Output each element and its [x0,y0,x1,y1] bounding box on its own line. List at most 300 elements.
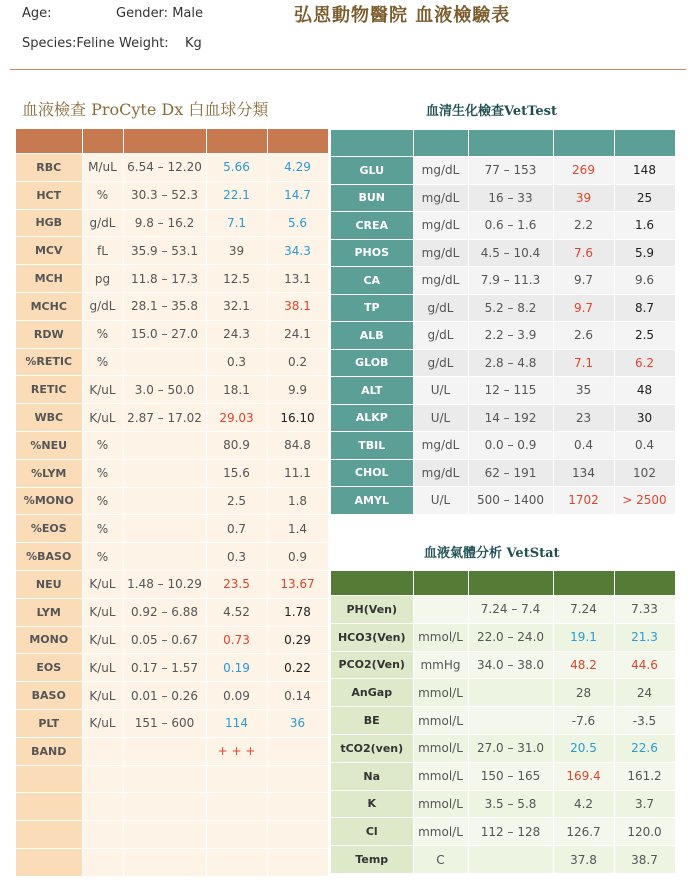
cbc-unit: pg [82,265,123,293]
chem-result-2: 102 [614,459,675,487]
gas-test-name: K [331,790,413,818]
cbc-result-2: 1.78 [267,598,328,626]
cbc-test-name: PLT [16,709,82,737]
cbc-result-2: 13.1 [267,265,328,293]
chem-result-2: 25 [614,184,675,212]
cbc-unit: % [82,459,123,487]
chem-unit: mg/dL [413,432,468,460]
chem-test-name: TP [331,294,413,322]
chem-reference-range: 500 – 1400 [468,487,553,515]
chem-row [331,267,675,295]
gas-result-2: 22.6 [614,734,675,762]
chem-result-2: 48 [614,377,675,405]
cbc-unit: g/dL [82,292,123,320]
cbc-result-1: 80.9 [206,431,267,459]
cbc-reference-range: 35.9 – 53.1 [123,237,206,265]
gender-label: Gender: Male [116,6,203,21]
gas-result-1: 37.8 [553,846,614,874]
cbc-reference-range: 151 – 600 [123,709,206,737]
cbc-result-2: 84.8 [267,431,328,459]
chem-result-1: 7.1 [553,349,614,377]
cbc-result-2: 0.22 [267,654,328,682]
cbc-result-1: 0.3 [206,543,267,571]
cbc-result-2: 0.29 [267,626,328,654]
chem-unit: U/L [413,404,468,432]
cbc-unit [82,793,123,821]
cbc-reference-range [123,765,206,793]
chem-test-name: ALT [331,377,413,405]
gas-reference-range: 3.5 – 5.8 [468,790,553,818]
age-label: Age: [22,6,52,21]
chem-test-name: CA [331,267,413,295]
cbc-unit: K/uL [82,570,123,598]
chem-test-name: ALKP [331,404,413,432]
gas-unit: mmol/L [413,790,468,818]
gas-result-2: 24 [614,679,675,707]
cbc-unit: K/uL [82,682,123,710]
chem-result-1: 35 [553,377,614,405]
chem-result-2: 5.9 [614,239,675,267]
cbc-row [16,543,328,571]
chem-row [331,157,675,185]
cbc-result-1: 0.19 [206,654,267,682]
gas-test-name: Temp [331,846,413,874]
cbc-unit: % [82,181,123,209]
chem-result-1: 134 [553,459,614,487]
page-title: 弘恩動物醫院 血液檢驗表 [294,5,511,26]
cbc-result-1: 0.73 [206,626,267,654]
cbc-result-1 [206,848,267,876]
gas-header-cell [331,571,413,596]
chem-row [331,322,675,350]
chem-result-1: 0.4 [553,432,614,460]
cbc-test-name: %LYM [16,459,82,487]
chem-reference-range: 2.2 – 3.9 [468,322,553,350]
cbc-test-name [16,793,82,821]
chem-unit: g/dL [413,294,468,322]
gas-reference-range: 34.0 – 38.0 [468,651,553,679]
cbc-reference-range [123,848,206,876]
cbc-test-name: %MONO [16,487,82,515]
chem-row [331,294,675,322]
cbc-test-name: %RETIC [16,348,82,376]
gas-row [331,707,675,735]
cbc-row [16,348,328,376]
cbc-result-2: 24.1 [267,320,328,348]
cbc-unit [82,848,123,876]
cbc-row [16,682,328,710]
cbc-reference-range [123,821,206,849]
chem-result-1: 2.2 [553,212,614,240]
gas-header-row [331,571,675,596]
cbc-result-1: 0.7 [206,515,267,543]
cbc-reference-range [123,348,206,376]
gas-result-2: 3.7 [614,790,675,818]
cbc-reference-range: 30.3 – 52.3 [123,181,206,209]
cbc-reference-range [123,515,206,543]
chem-result-1: 39 [553,184,614,212]
chem-unit: mg/dL [413,157,468,185]
cbc-row [16,821,328,849]
chem-result-2: 30 [614,404,675,432]
chem-test-name: TBIL [331,432,413,460]
cbc-reference-range: 6.54 – 12.20 [123,154,206,182]
chem-result-1: 9.7 [553,267,614,295]
chem-result-1: 2.6 [553,322,614,350]
cbc-row [16,626,328,654]
cbc-result-2: 0.2 [267,348,328,376]
gas-test-name: Cl [331,818,413,846]
gas-row [331,623,675,651]
cbc-result-1: 32.1 [206,292,267,320]
cbc-unit: % [82,431,123,459]
cbc-unit: K/uL [82,404,123,432]
chem-unit: mg/dL [413,267,468,295]
cbc-result-2: 16.10 [267,404,328,432]
cbc-result-1 [206,821,267,849]
gas-reference-range [468,707,553,735]
cbc-test-name: BAND [16,737,82,765]
chem-unit: mg/dL [413,184,468,212]
gas-reference-range: 22.0 – 24.0 [468,623,553,651]
cbc-row [16,765,328,793]
gas-result-1: 19.1 [553,623,614,651]
cbc-reference-range [123,793,206,821]
cbc-unit: % [82,543,123,571]
cbc-unit: % [82,515,123,543]
cbc-unit [82,821,123,849]
gas-reference-range [468,679,553,707]
cbc-test-name [16,848,82,876]
cbc-result-2: 1.8 [267,487,328,515]
cbc-result-2: 9.9 [267,376,328,404]
cbc-result-1: 5.66 [206,154,267,182]
cbc-result-2 [267,848,328,876]
cbc-reference-range: 11.8 – 17.3 [123,265,206,293]
gas-result-2: 44.6 [614,651,675,679]
cbc-row [16,848,328,876]
chem-header-cell [413,130,468,157]
cbc-test-name: BASO [16,682,82,710]
cbc-row [16,265,328,293]
chem-unit: g/dL [413,349,468,377]
cbc-row [16,570,328,598]
cbc-reference-range [123,737,206,765]
cbc-header-cell [16,129,82,154]
cbc-result-2: 0.14 [267,682,328,710]
cbc-test-name [16,821,82,849]
gas-unit: mmHg [413,651,468,679]
gas-row [331,818,675,846]
cbc-test-name: HGB [16,209,82,237]
cbc-row [16,709,328,737]
gas-result-1: 126.7 [553,818,614,846]
chem-reference-range: 0.0 – 0.9 [468,432,553,460]
cbc-header-cell [267,129,328,154]
cbc-result-1: 23.5 [206,570,267,598]
cbc-unit: % [82,487,123,515]
cbc-header-row [16,129,328,154]
gas-result-1: 4.2 [553,790,614,818]
cbc-result-1: 12.5 [206,265,267,293]
chem-result-2: 1.6 [614,212,675,240]
chem-test-name: ALB [331,322,413,350]
cbc-result-1: 0.09 [206,682,267,710]
cbc-result-1 [206,765,267,793]
cbc-result-2 [267,793,328,821]
gas-unit: mmol/L [413,679,468,707]
weight-label: Weight: [119,36,169,51]
chem-reference-range: 12 – 115 [468,377,553,405]
header-divider [10,69,686,70]
chem-reference-range: 2.8 – 4.8 [468,349,553,377]
cbc-row [16,292,328,320]
gas-unit: mmol/L [413,707,468,735]
chem-reference-range: 77 – 153 [468,157,553,185]
chem-row [331,212,675,240]
cbc-result-2 [267,821,328,849]
chem-header-cell [331,130,413,157]
cbc-test-name: %EOS [16,515,82,543]
gas-unit: mmol/L [413,762,468,790]
gas-test-name: HCO3(Ven) [331,623,413,651]
cbc-unit: M/uL [82,154,123,182]
cbc-unit: fL [82,237,123,265]
cbc-unit: g/dL [82,209,123,237]
gas-header-cell [413,571,468,596]
cbc-unit: % [82,348,123,376]
cbc-test-name: RBC [16,154,82,182]
cbc-row [16,737,328,765]
gas-test-name: AnGap [331,679,413,707]
gas-reference-range [468,846,553,874]
gas-row [331,596,675,624]
cbc-row [16,515,328,543]
gas-result-1: 20.5 [553,734,614,762]
chem-row [331,239,675,267]
cbc-result-1: 7.1 [206,209,267,237]
chem-result-1: 23 [553,404,614,432]
chem-row [331,377,675,405]
chem-unit: U/L [413,487,468,515]
gas-reference-range: 112 – 128 [468,818,553,846]
cbc-reference-range: 1.48 – 10.29 [123,570,206,598]
cbc-unit: K/uL [82,654,123,682]
cbc-result-1: 2.5 [206,487,267,515]
gas-result-2: 120.0 [614,818,675,846]
cbc-reference-range: 9.8 – 16.2 [123,209,206,237]
cbc-reference-range: 0.01 – 0.26 [123,682,206,710]
chem-row [331,459,675,487]
chem-result-1: 1702 [553,487,614,515]
chem-result-1: 9.7 [553,294,614,322]
cbc-result-1: 114 [206,709,267,737]
cbc-section-title: 血液檢查 ProCyte Dx 白血球分類 [22,100,269,119]
gas-header-cell [468,571,553,596]
blood-gas-table [331,571,676,874]
species-label: Species:Feline [22,36,115,51]
gas-result-2: -3.5 [614,707,675,735]
cbc-result-1: 22.1 [206,181,267,209]
cbc-reference-range [123,459,206,487]
cbc-result-2 [267,765,328,793]
cbc-header-cell [123,129,206,154]
cbc-reference-range: 28.1 – 35.8 [123,292,206,320]
gas-test-name: BE [331,707,413,735]
cbc-unit: K/uL [82,709,123,737]
chem-reference-range: 4.5 – 10.4 [468,239,553,267]
cbc-reference-range: 3.0 – 50.0 [123,376,206,404]
cbc-unit: K/uL [82,376,123,404]
gas-unit: mmol/L [413,734,468,762]
gas-result-2: 7.33 [614,596,675,624]
chem-result-2: 8.7 [614,294,675,322]
chem-header-cell [553,130,614,157]
weight-unit: Kg [185,36,202,51]
cbc-row [16,237,328,265]
cbc-result-2: 5.6 [267,209,328,237]
gas-test-name: PCO2(Ven) [331,651,413,679]
cbc-row [16,487,328,515]
cbc-result-1: + + + [206,737,267,765]
cbc-test-name: MCHC [16,292,82,320]
cbc-test-name: MONO [16,626,82,654]
gas-row [331,790,675,818]
gas-row [331,846,675,874]
chem-result-2: > 2500 [614,487,675,515]
gas-header-cell [614,571,675,596]
gas-row [331,762,675,790]
cbc-row [16,459,328,487]
chem-test-name: CREA [331,212,413,240]
chem-row [331,184,675,212]
cbc-result-1: 39 [206,237,267,265]
chem-result-2: 6.2 [614,349,675,377]
cbc-row [16,793,328,821]
cbc-result-2: 13.67 [267,570,328,598]
chem-header-row [331,130,675,157]
chem-result-1: 269 [553,157,614,185]
chem-unit: mg/dL [413,212,468,240]
cbc-test-name: %BASO [16,543,82,571]
cbc-result-2: 38.1 [267,292,328,320]
cbc-result-2: 0.9 [267,543,328,571]
cbc-row [16,181,328,209]
cbc-test-name: HCT [16,181,82,209]
cbc-unit: % [82,320,123,348]
cbc-test-name: NEU [16,570,82,598]
gas-header-cell [553,571,614,596]
chem-reference-range: 14 – 192 [468,404,553,432]
chemistry-table [331,130,676,515]
chem-section-title: 血清生化檢查VetTest [426,104,557,119]
cbc-result-2: 11.1 [267,459,328,487]
cbc-row [16,320,328,348]
cbc-table [16,129,329,877]
cbc-reference-range [123,543,206,571]
cbc-unit [82,765,123,793]
cbc-row [16,598,328,626]
cbc-test-name: RETIC [16,376,82,404]
cbc-reference-range: 0.92 – 6.88 [123,598,206,626]
cbc-row [16,209,328,237]
chem-result-2: 148 [614,157,675,185]
cbc-test-name: MCH [16,265,82,293]
cbc-result-2 [267,737,328,765]
chem-unit: mg/dL [413,459,468,487]
gas-result-2: 38.7 [614,846,675,874]
cbc-unit: K/uL [82,626,123,654]
cbc-test-name [16,765,82,793]
chem-unit: g/dL [413,322,468,350]
gas-row [331,679,675,707]
chem-row [331,487,675,515]
chem-test-name: CHOL [331,459,413,487]
cbc-reference-range [123,487,206,515]
cbc-result-1: 0.3 [206,348,267,376]
cbc-result-2: 36 [267,709,328,737]
cbc-unit: K/uL [82,598,123,626]
cbc-result-1: 29.03 [206,404,267,432]
cbc-test-name: MCV [16,237,82,265]
gas-unit: C [413,846,468,874]
chem-test-name: AMYL [331,487,413,515]
cbc-row [16,376,328,404]
cbc-row [16,154,328,182]
chem-result-2: 2.5 [614,322,675,350]
chem-result-2: 9.6 [614,267,675,295]
cbc-reference-range: 15.0 – 27.0 [123,320,206,348]
gas-test-name: tCO2(ven) [331,734,413,762]
gas-unit [413,596,468,624]
gas-result-2: 161.2 [614,762,675,790]
chem-header-cell [468,130,553,157]
gas-section-title: 血液氣體分析 VetStat [424,546,560,561]
cbc-unit [82,737,123,765]
gas-row [331,651,675,679]
chem-test-name: GLU [331,157,413,185]
gas-test-name: Na [331,762,413,790]
gas-row [331,734,675,762]
cbc-test-name: %NEU [16,431,82,459]
gas-result-1: 169.4 [553,762,614,790]
cbc-result-1 [206,793,267,821]
cbc-reference-range: 0.05 – 0.67 [123,626,206,654]
cbc-result-1: 15.6 [206,459,267,487]
chem-reference-range: 7.9 – 11.3 [468,267,553,295]
chem-test-name: PHOS [331,239,413,267]
chem-row [331,404,675,432]
cbc-test-name: WBC [16,404,82,432]
gas-result-1: -7.6 [553,707,614,735]
cbc-result-2: 1.4 [267,515,328,543]
gas-result-2: 21.3 [614,623,675,651]
cbc-result-2: 4.29 [267,154,328,182]
chem-header-cell [614,130,675,157]
chem-reference-range: 62 – 191 [468,459,553,487]
gas-result-1: 48.2 [553,651,614,679]
cbc-result-2: 14.7 [267,181,328,209]
gas-reference-range: 7.24 – 7.4 [468,596,553,624]
gas-test-name: PH(Ven) [331,596,413,624]
cbc-result-2: 34.3 [267,237,328,265]
chem-reference-range: 0.6 – 1.6 [468,212,553,240]
cbc-test-name: EOS [16,654,82,682]
cbc-header-cell [82,129,123,154]
gas-unit: mmol/L [413,818,468,846]
chem-row [331,349,675,377]
chem-result-1: 7.6 [553,239,614,267]
